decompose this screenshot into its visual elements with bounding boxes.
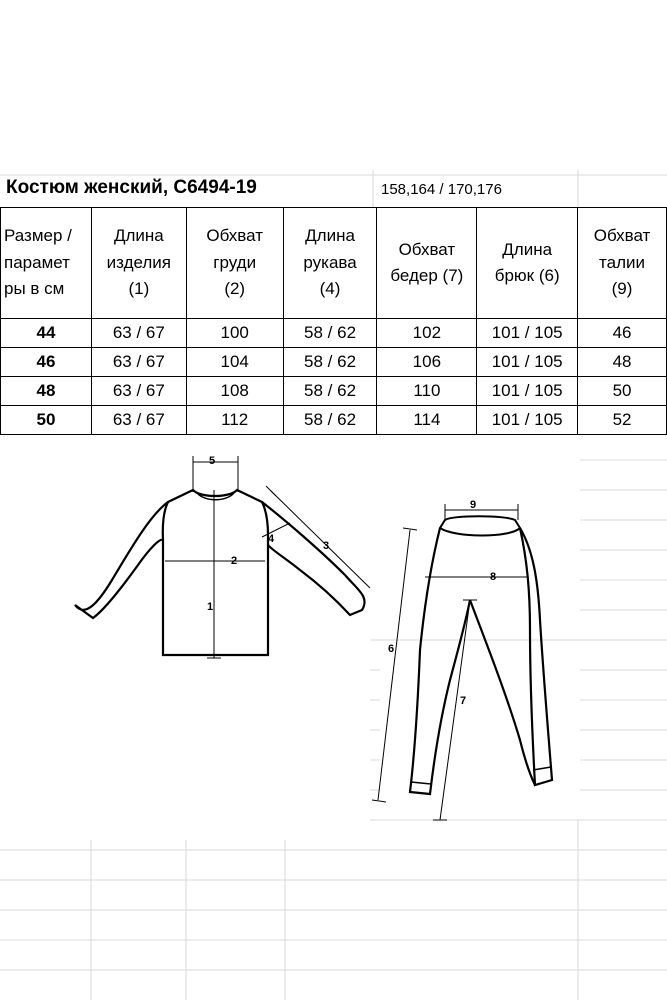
size-cell: 50 [1, 406, 92, 435]
table-cell: 101 / 105 [477, 377, 578, 406]
header-chest: Обхват груди (2) [186, 208, 283, 319]
label-waist: 9 [470, 499, 477, 511]
size-cell: 48 [1, 377, 92, 406]
table-cell: 63 / 67 [91, 377, 186, 406]
label-chest: 2 [231, 555, 238, 567]
table-cell: 63 / 67 [91, 406, 186, 435]
table-cell: 50 [578, 377, 667, 406]
table-cell: 114 [377, 406, 477, 435]
label-outer-length: 6 [388, 643, 395, 655]
product-title: Костюм женский, С6494-19 [6, 177, 257, 198]
label-inner-length: 7 [460, 695, 467, 707]
table-cell: 101 / 105 [477, 406, 578, 435]
height-range: 158,164 / 170,176 [381, 181, 502, 198]
table-cell: 46 [578, 319, 667, 348]
top-sketch [0, 440, 370, 840]
table-cell: 63 / 67 [91, 348, 186, 377]
table-row [1, 377, 667, 406]
label-sleeve: 3 [323, 540, 330, 552]
table-cell: 106 [377, 348, 477, 377]
header-sleeve: Длина рукава (4) [283, 208, 377, 319]
pants-sketch [372, 499, 552, 820]
header-size: Размер / парамет ры в см [1, 208, 92, 319]
table-cell: 58 / 62 [283, 319, 377, 348]
table-header-row [1, 208, 667, 319]
table-row [1, 348, 667, 377]
table-cell: 108 [186, 377, 283, 406]
header-waist: Обхват талии (9) [578, 208, 667, 319]
size-cell: 46 [1, 348, 92, 377]
label-length: 1 [207, 601, 214, 613]
size-cell: 44 [1, 319, 92, 348]
table-cell: 100 [186, 319, 283, 348]
header-pants-length: Длина брюк (6) [477, 208, 578, 319]
garment-diagram [0, 440, 667, 840]
table-cell: 102 [377, 319, 477, 348]
table-cell: 58 / 62 [283, 377, 377, 406]
header-hips: Обхват бедер (7) [377, 208, 477, 319]
header-length: Длина изделия (1) [91, 208, 186, 319]
table-cell: 63 / 67 [91, 319, 186, 348]
table-cell: 58 / 62 [283, 406, 377, 435]
size-table [0, 207, 667, 435]
table-row [1, 406, 667, 435]
table-cell: 58 / 62 [283, 348, 377, 377]
label-cuff: 4 [268, 533, 275, 545]
label-neck: 5 [209, 455, 216, 467]
table-cell: 112 [186, 406, 283, 435]
label-hip: 8 [490, 571, 497, 583]
table-row [1, 319, 667, 348]
table-cell: 48 [578, 348, 667, 377]
table-cell: 101 / 105 [477, 348, 578, 377]
table-cell: 101 / 105 [477, 319, 578, 348]
table-cell: 104 [186, 348, 283, 377]
table-cell: 52 [578, 406, 667, 435]
table-cell: 110 [377, 377, 477, 406]
